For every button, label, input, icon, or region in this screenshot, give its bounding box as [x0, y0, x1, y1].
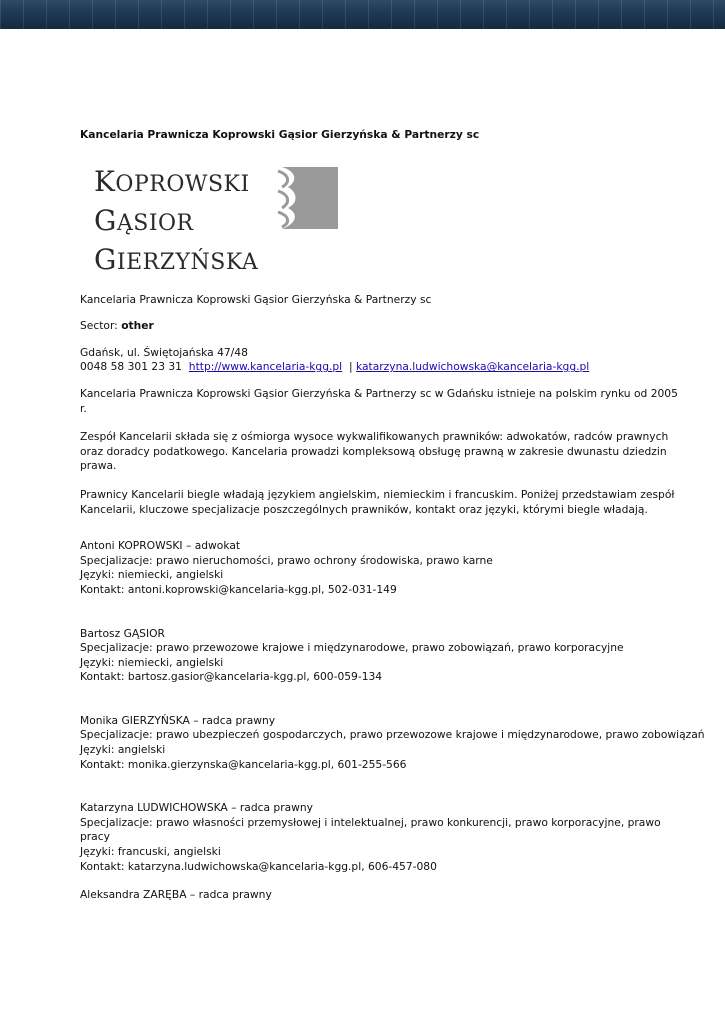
sector-line — [80, 319, 680, 334]
person-entry — [80, 713, 705, 772]
person-languages: Języki: niemiecki, angielski — [80, 568, 224, 582]
person-specializations: Specjalizacje: prawo ubezpieczeń gospodarczych, prawo przewozowe krajowe i międzynarodowe, prawo zobowiązań — [80, 728, 705, 742]
person-entry — [80, 888, 680, 903]
person-name: Bartosz GĄSIOR — [80, 626, 165, 640]
address: Gdańsk, ul. Świętojańska 47/48 — [80, 345, 248, 359]
person-languages: Języki: francuski, angielski — [80, 845, 221, 859]
person-name: Monika GIERZYŃSKA – radca prawny — [80, 713, 276, 727]
person-languages: Języki: angielski — [80, 743, 166, 757]
header-banner — [0, 0, 725, 29]
person-name: Aleksandra ZARĘBA – radca prawny — [80, 888, 272, 902]
document-body — [80, 128, 705, 903]
separator: | — [348, 360, 353, 374]
team-paragraph: Zespół Kancelarii składa się z ośmiorga wysoce wykwalifikowanych prawników: adwokatów, radców prawnych oraz doradcy podatkowego. Kancelaria prowadzi kompleksową obsługę prawną w zakresie dwunastu dziedzin prawa. — [80, 430, 669, 473]
person-name: Antoni KOPROWSKI – adwokat — [80, 539, 241, 553]
person-contact: Kontakt: bartosz.gasior@kancelaria-kgg.pl, 600-059-134 — [80, 670, 383, 684]
logo-line-1: KOPROWSKI — [94, 164, 250, 198]
person-contact: Kontakt: monika.gierzynska@kancelaria-kgg.pl, 601-255-566 — [80, 757, 407, 771]
person-specializations: Specjalizacje: prawo nieruchomości, prawo ochrony środowiska, prawo karne — [80, 553, 493, 567]
sector-value: other — [121, 319, 154, 333]
person-entry — [80, 627, 680, 685]
website-link[interactable]: http://www.kancelaria-kgg.pl — [188, 360, 343, 374]
logo-line-2: GĄSIOR — [94, 203, 194, 237]
company-logo — [80, 163, 350, 275]
person-contact: Kontakt: katarzyna.ludwichowska@kancelaria-kgg.pl, 606-457-080 — [80, 859, 437, 873]
person-entry — [80, 801, 680, 874]
intro-paragraph: Kancelaria Prawnicza Koprowski Gąsior Gierzyńska & Partnerzy sc w Gdańsku istnieje na polskim rynku od 2005 r. — [80, 386, 678, 415]
person-languages: Języki: niemiecki, angielski — [80, 655, 224, 669]
person-entry — [80, 539, 680, 597]
languages-paragraph: Prawnicy Kancelarii biegle władają językiem angielskim, niemieckim i francuskim. Poniżej przedstawiam zespół Kancelarii, kluczowe specjalizacje poszczególnych prawników, kontakt oraz języki, którymi biegle władają. — [80, 487, 675, 516]
logo-wordmark — [94, 164, 258, 281]
company-name: Kancelaria Prawnicza Koprowski Gąsior Gierzyńska & Partnerzy sc — [80, 292, 432, 306]
person-specializations: Specjalizacje: prawo własności przemysłowej i intelektualnej, prawo konkurencji, prawo korporacyjne, prawo pracy — [80, 815, 661, 844]
sector-label: Sector: — [80, 319, 118, 333]
person-contact: Kontakt: antoni.koprowski@kancelaria-kgg.pl, 502-031-149 — [80, 582, 397, 596]
email-link[interactable]: katarzyna.ludwichowska@kancelaria-kgg.pl — [355, 360, 590, 374]
logo-emblem-icon — [276, 167, 338, 233]
document-title: Kancelaria Prawnicza Koprowski Gąsior Gierzyńska & Partnerzy sc — [80, 128, 480, 141]
person-name: Katarzyna LUDWICHOWSKA – radca prawny — [80, 801, 314, 815]
logo-line-3: GIERZYŃSKA — [94, 242, 259, 276]
contact-line — [80, 360, 680, 375]
phone: 0048 58 301 23 31 — [80, 360, 182, 374]
person-specializations: Specjalizacje: prawo przewozowe krajowe i międzynarodowe, prawo zobowiązań, prawo korporacyjne — [80, 641, 624, 655]
